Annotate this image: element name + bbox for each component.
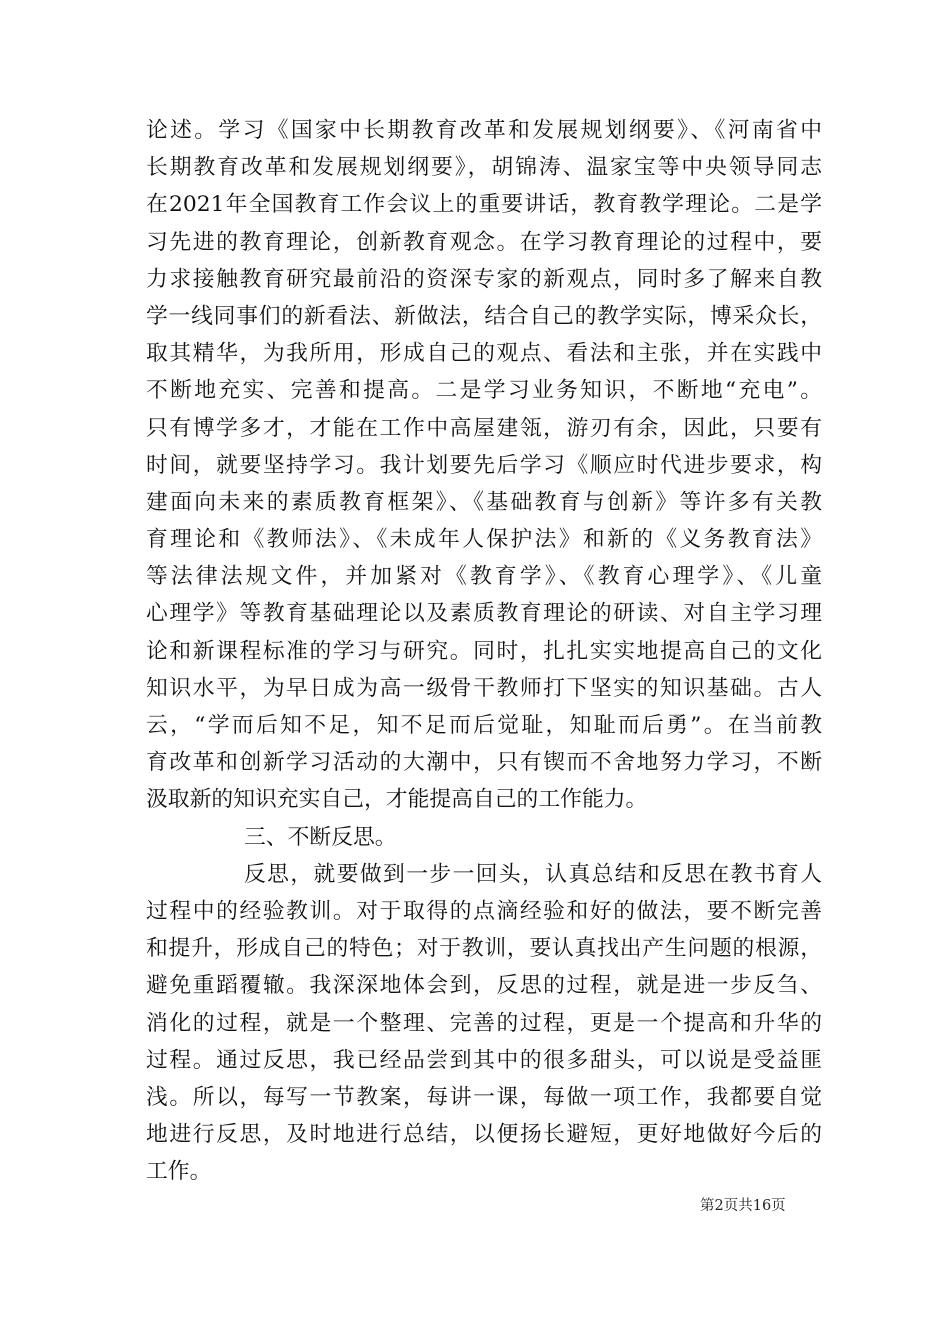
text-line: 育改革和创新学习活动的大潮中，只有锲而不舍地努力学习，不断 xyxy=(146,750,822,776)
page-number: 第2页共16页 xyxy=(700,1198,786,1214)
text-line: 云，“学而后知不足，知不足而后觉耻，知耻而后勇”。在当前教 xyxy=(146,713,822,738)
text-line: 避免重蹈覆辙。我深深地体会到，反思的过程，就是进一步反刍、 xyxy=(146,973,822,999)
text-line: 时间，就要坚持学习。我计划要先后学习《顺应时代进步要求，构 xyxy=(146,452,822,478)
paragraph-study xyxy=(146,112,822,819)
text-line: 育理论和《教师法》、《未成年人保护法》和新的《义务教育法》 xyxy=(146,527,822,553)
text-line: 只有博学多才，才能在工作中高屋建瓴，游刃有余，因此，只要有 xyxy=(146,415,822,441)
text-line: 建面向未来的素质教育框架》、《基础教育与创新》等许多有关教 xyxy=(146,489,822,515)
text-line: 汲取新的知识充实自己，才能提高自己的工作能力。 xyxy=(146,787,648,813)
text-line: 学一线同事们的新看法、新做法，结合自己的教学实际，博采众长， xyxy=(146,303,822,329)
text-line: 论述。学习《国家中长期教育改革和发展规划纲要》、《河南省中 xyxy=(146,118,822,143)
section-heading: 三、不断反思。 xyxy=(244,824,397,850)
document-body xyxy=(146,112,822,1190)
text-line: 浅。所以，每写一节教案，每讲一课，每做一项工作，我都要自觉 xyxy=(146,1084,822,1110)
text-line: 在2021年全国教育工作会议上的重要讲话，教育教学理论。二是学 xyxy=(146,192,822,218)
text-line: 反思，就要做到一步一回头，认真总结和反思在教书育人 xyxy=(244,861,822,887)
text-line: 取其精华，为我所用，形成自己的观点、看法和主张，并在实践中 xyxy=(146,341,822,367)
text-line: 心理学》等教育基础理论以及素质教育理论的研读、对自主学习理 xyxy=(146,601,822,627)
text-line: 长期教育改革和发展规划纲要》，胡锦涛、温家宝等中央领导同志 xyxy=(146,155,822,181)
text-line: 论和新课程标准的学习与研究。同时，扎扎实实地提高自己的文化 xyxy=(146,638,822,664)
text-line: 过程中的经验教训。对于取得的点滴经验和好的做法，要不断完善 xyxy=(146,898,822,924)
text-line: 消化的过程，就是一个整理、完善的过程，更是一个提高和升华的 xyxy=(146,1010,822,1036)
text-line: 过程。通过反思，我已经品尝到其中的很多甜头，可以说是受益匪 xyxy=(146,1047,822,1073)
text-line: 知识水平，为早日成为高一级骨干教师打下坚实的知识基础。古人 xyxy=(146,675,822,701)
text-line: 习先进的教育理论，创新教育观念。在学习教育理论的过程中，要 xyxy=(146,229,822,255)
paragraph-reflection xyxy=(146,856,822,1191)
text-line: 力求接触教育研究最前沿的资深专家的新观点，同时多了解来自教 xyxy=(146,266,822,292)
text-line: 和提升，形成自己的特色；对于教训，要认真找出产生问题的根源， xyxy=(146,936,822,962)
text-line: 工作。 xyxy=(146,1159,212,1185)
text-line: 地进行反思，及时地进行总结，以便扬长避短，更好地做好今后的 xyxy=(146,1122,822,1148)
text-line: 不断地充实、完善和提高。二是学习业务知识，不断地“充电”。 xyxy=(146,378,822,404)
text-line: 等法律法规文件，并加紧对《教育学》、《教育心理学》、《儿童 xyxy=(146,564,822,590)
